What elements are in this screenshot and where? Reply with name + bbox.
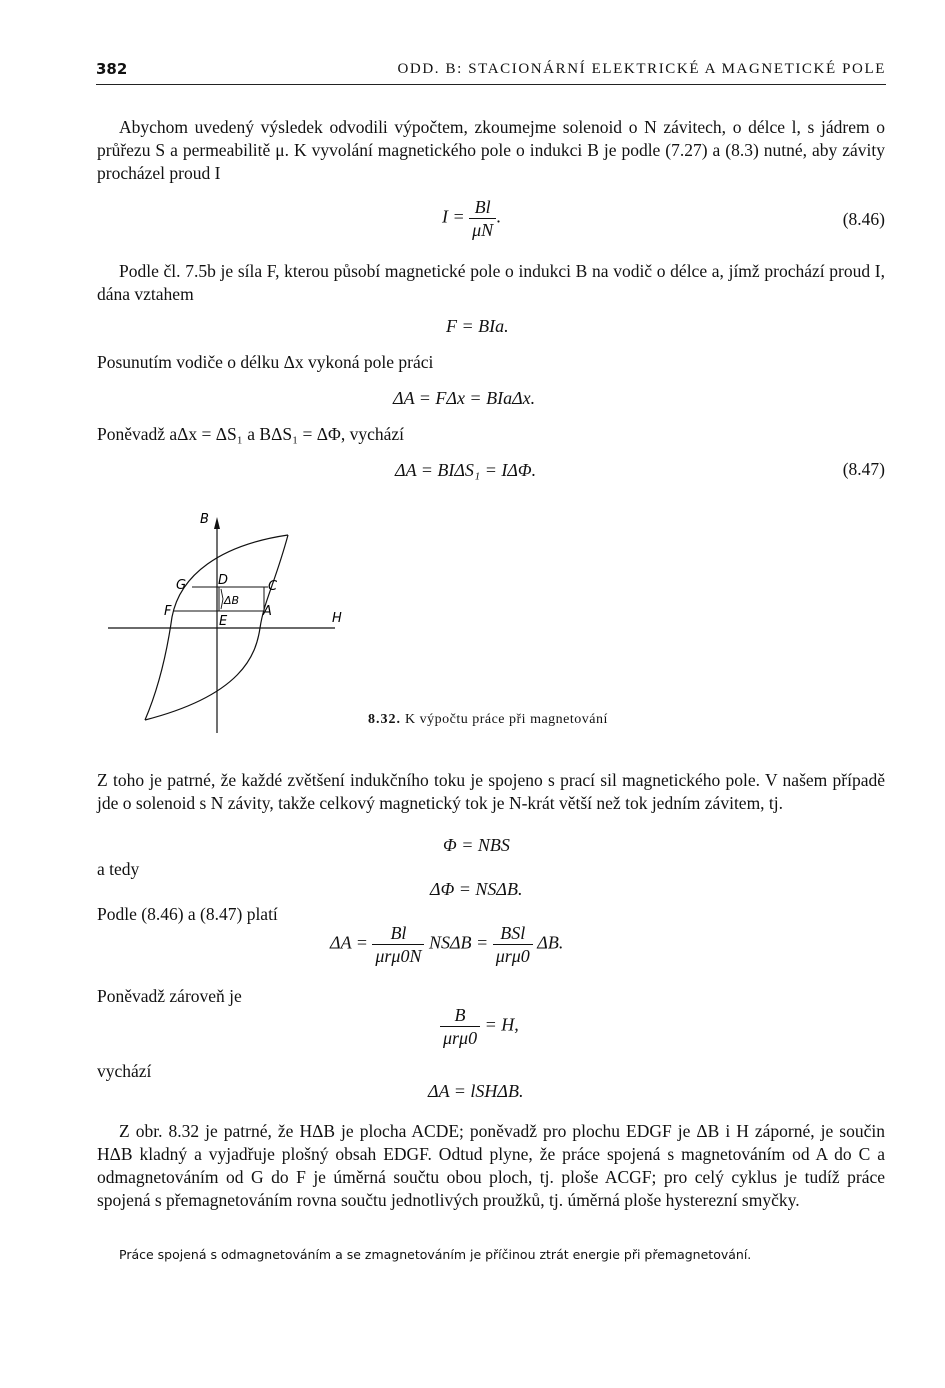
db-bracket <box>221 589 223 609</box>
equation-8-46 <box>442 196 501 241</box>
eq-big-denominator-2: μrμ0 <box>495 946 530 966</box>
hysteresis-loop-figure <box>100 505 360 740</box>
footnote: Práce spojená s odmagnetováním a se zmagnetováním je příčinou ztrát energie při přemagnetování. <box>119 1247 752 1262</box>
eq-846-numerator: Bl <box>469 196 496 219</box>
eq-big-fraction-2 <box>493 922 533 967</box>
paragraph-5: Z toho je patrné, že každé zvětšení indukčního toku je spojeno s prací sil magnetického pole. V našem případě jde o solenoid s N závity, takže celkový magnetický tok je N-krát větší než tok jedním závitem, tj. <box>97 770 885 813</box>
equation-force: F = BIa. <box>446 316 509 336</box>
label-b: B <box>200 512 209 527</box>
eq-big-end: ΔB. <box>537 932 564 953</box>
label-h: H <box>332 611 342 626</box>
paragraph-8: Poněvadž zároveň je <box>97 986 242 1006</box>
paragraph-3: Posunutím vodiče o délku Δx vykoná pole práci <box>97 352 434 372</box>
eq-big-lhs: ΔA = <box>330 932 368 953</box>
equation-work-b <box>330 922 563 967</box>
paragraph-4: Poněvadž aΔx = ΔS₁ a BΔS₁ = ΔΦ, vychází <box>97 424 404 444</box>
eq-big-numerator-2: BSl <box>493 922 533 945</box>
eq-846-fraction <box>469 196 496 241</box>
eq-846-dot: . <box>496 206 501 227</box>
label-c: C <box>268 579 278 594</box>
eq-big-numerator-1: Bl <box>372 922 424 945</box>
eq-big-fraction-1 <box>372 922 424 967</box>
paragraph-9: vychází <box>97 1061 152 1081</box>
figure-caption-text: K výpočtu práce při magnetování <box>405 712 608 727</box>
eq-h-denominator: μrμ0 <box>443 1028 478 1048</box>
eq-h-fraction <box>440 1004 480 1049</box>
b-axis-arrow <box>214 517 220 529</box>
eq-h-rhs: = H, <box>484 1014 519 1035</box>
eq-846-denominator: μN <box>472 220 494 240</box>
page-header <box>96 60 886 85</box>
running-title: ODD. B: STACIONÁRNÍ ELEKTRICKÉ A MAGNETICKÉ POLE <box>397 61 886 77</box>
label-e: E <box>219 614 228 629</box>
label-g: G <box>176 578 187 593</box>
paragraph-2: Podle čl. 7.5b je síla F, kterou působí magnetické pole o indukci B na vodič o délce a, jímž prochází proud I, dána vztahem <box>97 261 885 304</box>
paragraph-7: Podle (8.46) a (8.47) platí <box>97 904 278 924</box>
paragraph-1: Abychom uvedený výsledek odvodili výpočtem, zkoumejme solenoid o N závitech, o délce l, s jádrem o průřezu S a permeabilitě μ. K vyvolání magnetického pole o indukci B je podle (7.27) a (8.3) nutné, aby závity procházel proud I <box>97 117 885 183</box>
label-delta-b: ΔB <box>224 594 240 607</box>
figure-caption <box>368 712 608 728</box>
equation-h <box>440 1004 519 1049</box>
eq-big-denominator-1: μrμ0N <box>375 946 422 966</box>
page-number: 382 <box>96 60 128 78</box>
equation-number-8-47: (8.47) <box>842 459 885 479</box>
equation-delta-flux: ΔΦ = NSΔB. <box>430 879 523 899</box>
equation-number-8-46: (8.46) <box>842 209 885 229</box>
eq-big-middle: NSΔB = <box>428 932 489 953</box>
eq-h-numerator: B <box>440 1004 480 1027</box>
equation-work: ΔA = FΔx = BIaΔx. <box>393 388 536 408</box>
label-a: A <box>263 604 272 619</box>
paragraph-10: Z obr. 8.32 je patrné, že HΔB je plocha ACDE; poněvadž pro plochu EDGF je ΔB i H záporné, je součin HΔB kladný a vyjadřuje plošný obsah EDGF. Odtud plyne, že práce spojená s magnetováním od A do C a odmagnetováním od G do F je úměrná součtu obou ploch, tj. ploše ACGF; pro celý cyklus je tudíž práce spojená s přemagnetováním rovna součtu jednotlivých proužků, tj. úměrná ploše hysterezní smyčky. <box>97 1121 885 1210</box>
label-f: F <box>164 604 172 619</box>
figure-number: 8.32. <box>368 712 401 727</box>
equation-8-47: ΔA = BIΔS₁ = IΔΦ. <box>395 460 537 480</box>
eq-846-lhs: I = <box>442 206 465 227</box>
paragraph-6: a tedy <box>97 859 140 879</box>
equation-flux: Φ = NBS <box>443 835 510 855</box>
equation-final: ΔA = lSHΔB. <box>428 1081 524 1101</box>
label-d: D <box>218 573 229 588</box>
